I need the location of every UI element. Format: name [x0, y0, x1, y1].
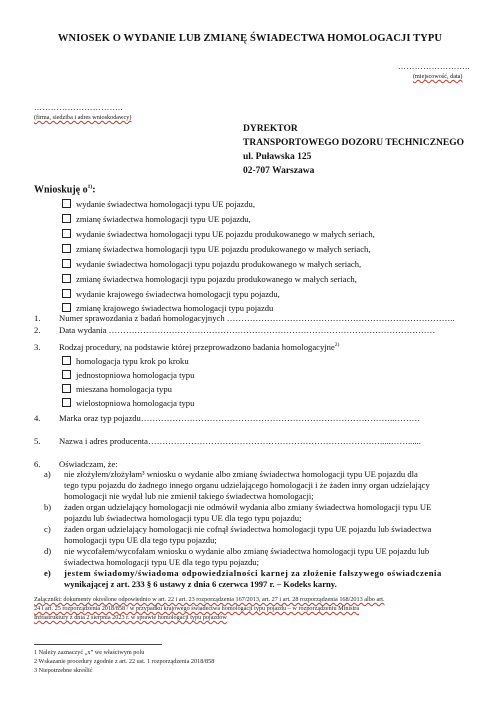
request-option[interactable]: zmianę świadectwa homologacji typu UE pojazdu,	[62, 214, 251, 224]
declaration-line: homologacji typu UE dla tego typu pojazdu;	[64, 535, 217, 545]
attachments-line: 24 i art. 25 rozporządzenia 2018/858 / w przypadku krajowego świadectwa homologacji typu pojazdu – w rozporządzeniu Ministra	[34, 605, 360, 612]
item-number: 3.	[34, 342, 41, 352]
issue-date-field[interactable]: Data wydania ……………………………………………………………………………………………………	[59, 325, 436, 335]
recipient-line-4: 02-707 Warszawa	[243, 166, 315, 176]
checkbox[interactable]	[62, 274, 71, 283]
request-option[interactable]: wydanie świadectwa homologacji typu UE pojazdu produkowanego w małych seriach,	[62, 229, 375, 239]
footnote: 1 Należy zaznaczyć „x” we właściwym polu	[34, 649, 145, 656]
item-number: 6.	[34, 459, 41, 469]
declaration-line: wynikającej z art. 233 § 6 ustawy z dnia 6 czerwca 1997 r. – Kodeks karny.	[64, 579, 337, 589]
request-option[interactable]: zmianę krajowego świadectwa homologacji typu pojazdu	[62, 303, 273, 313]
item-number: 1.	[34, 313, 41, 323]
declaration-heading: Oświadczam, że:	[59, 459, 118, 469]
checkbox[interactable]	[62, 214, 71, 223]
procedure-question: Rodzaj procedury, na podstawie której przeprowadzono badania homologacyjne$^{2)}$	[59, 342, 340, 352]
attachments-line: Infrastruktury z dnia 2 sierpnia 2023 r. w sprawie homologacji typu pojazdów	[34, 614, 227, 621]
manufacturer-field[interactable]: Nazwa i adres producenta……………………………………………………………………….....……......	[59, 436, 421, 446]
request-heading: Wnioskuję $o^{1)}$:	[34, 184, 96, 196]
recipient-line-1: DYREKTOR	[243, 124, 298, 134]
declaration-line: świadectwa homologacji typu UE dla tego typu pojazdu;	[64, 557, 259, 567]
applicant-dots: …………………………..	[34, 103, 123, 112]
declaration-letter: e)	[44, 568, 51, 578]
procedure-option[interactable]: mieszana homologacja typu	[62, 384, 172, 394]
request-option[interactable]: zmianę świadectwa homologacji typu UE pojazdu produkowanego w małych seriach,	[62, 244, 370, 254]
checkbox[interactable]	[62, 303, 71, 312]
declaration-letter: d)	[44, 546, 52, 556]
declaration-line: homologacji nie wydał lub nie zmienił takiego świadectwa homologacji;	[64, 491, 314, 501]
request-option[interactable]: wydanie świadectwa homologacji typu UE pojazdu,	[62, 199, 255, 209]
recipient-line-2: TRANSPORTOWEGO DOZORU TECHNICZNEGO	[243, 138, 465, 148]
footnote: 3 Niepotrzebne skreślić	[34, 667, 93, 674]
procedure-option[interactable]: jednostopniowa homologacja typu	[62, 370, 194, 380]
vehicle-make-type-field[interactable]: Marka oraz typ pojazdu……………………………………………………………………………..………	[59, 413, 421, 423]
checkbox[interactable]	[62, 199, 71, 208]
declaration-line: żaden organ udzielający homologacji nie cofnął świadectwa homologacji typu UE pojazdu lub świadectwa	[64, 524, 432, 534]
attachments-line: Załączniki: dokumenty określone odpowiednio w art. 22 i art. 23 rozporządzenia 167/2013, art. 27 i art. 28 rozporządzenia 168/2013 albo art.	[34, 596, 385, 603]
item-number: 2.	[34, 325, 41, 335]
declaration-letter: c)	[44, 524, 51, 534]
checkbox[interactable]	[62, 244, 71, 253]
procedure-option[interactable]: wielostopniowa homologacja typu	[62, 398, 194, 408]
declaration-line: jestem świadomy/świadoma odpowiedzialności karnej za złożenie fałszywego oświadczenia	[64, 568, 442, 578]
checkbox[interactable]	[62, 398, 71, 407]
checkbox[interactable]	[62, 356, 71, 365]
declaration-letter: a)	[44, 469, 51, 479]
declaration-line: tego typu pojazdu do żadnego innego organu udzielającego homologacji i że żaden inny organ udzielający	[64, 480, 430, 490]
declaration-line: nie złożyłem/złożyłam³ wniosku o wydanie albo zmianę świadectwa homologacji typu UE pojazdu dla	[64, 469, 418, 479]
declaration-line: żaden organ udzielający homologacji nie odmówił wydania albo zmiany świadectwa homologacji typu UE	[64, 502, 432, 512]
procedure-option[interactable]: homologacja typu krok po kroku	[62, 356, 189, 366]
request-option[interactable]: wydanie świadectwa homologacji typu pojazdu produkowanego w małych seriach,	[62, 259, 361, 269]
checkbox[interactable]	[62, 370, 71, 379]
item-number: 5.	[34, 436, 41, 446]
checkbox[interactable]	[62, 229, 71, 238]
request-option[interactable]: zmianę świadectwa homologacji typu pojazdu produkowanego w małych seriach,	[62, 274, 357, 284]
footnote: 2 Wskazanie procedury zgodnie z art. 22 ust. 1 rozporządzenia 2018/858	[34, 658, 215, 665]
applicant-label: (firma, siedziba i adres wnioskodawcy)	[34, 114, 132, 121]
checkbox[interactable]	[62, 259, 71, 268]
declaration-line: pojazdu lub świadectwa homologacji typu UE dla tego typu pojazdu;	[64, 513, 302, 523]
report-number-field[interactable]: Numer sprawozdania z badań homologacyjnych ……………………………………………………………………..	[59, 313, 455, 323]
place-date-dots: ……………………..	[398, 62, 470, 71]
footnote-separator	[34, 644, 162, 645]
place-date-label: (miejscowość, data)	[413, 73, 463, 80]
checkbox[interactable]	[62, 384, 71, 393]
item-number: 4.	[34, 413, 41, 423]
request-option[interactable]: wydanie krajowego świadectwa homologacji typu pojazdu,	[62, 289, 280, 299]
declaration-line: nie wycofałem/wycofałam wniosku o wydanie albo zmianę świadectwa homologacji typu UE pojazdu lub	[64, 546, 430, 556]
declaration-letter: b)	[44, 502, 52, 512]
document-title: WNIOSEK O WYDANIE LUB ZMIANĘ ŚWIADECTWA HOMOLOGACJI TYPU	[57, 33, 443, 44]
checkbox[interactable]	[62, 289, 71, 298]
recipient-line-3: ul. Puławska 125	[243, 152, 312, 162]
